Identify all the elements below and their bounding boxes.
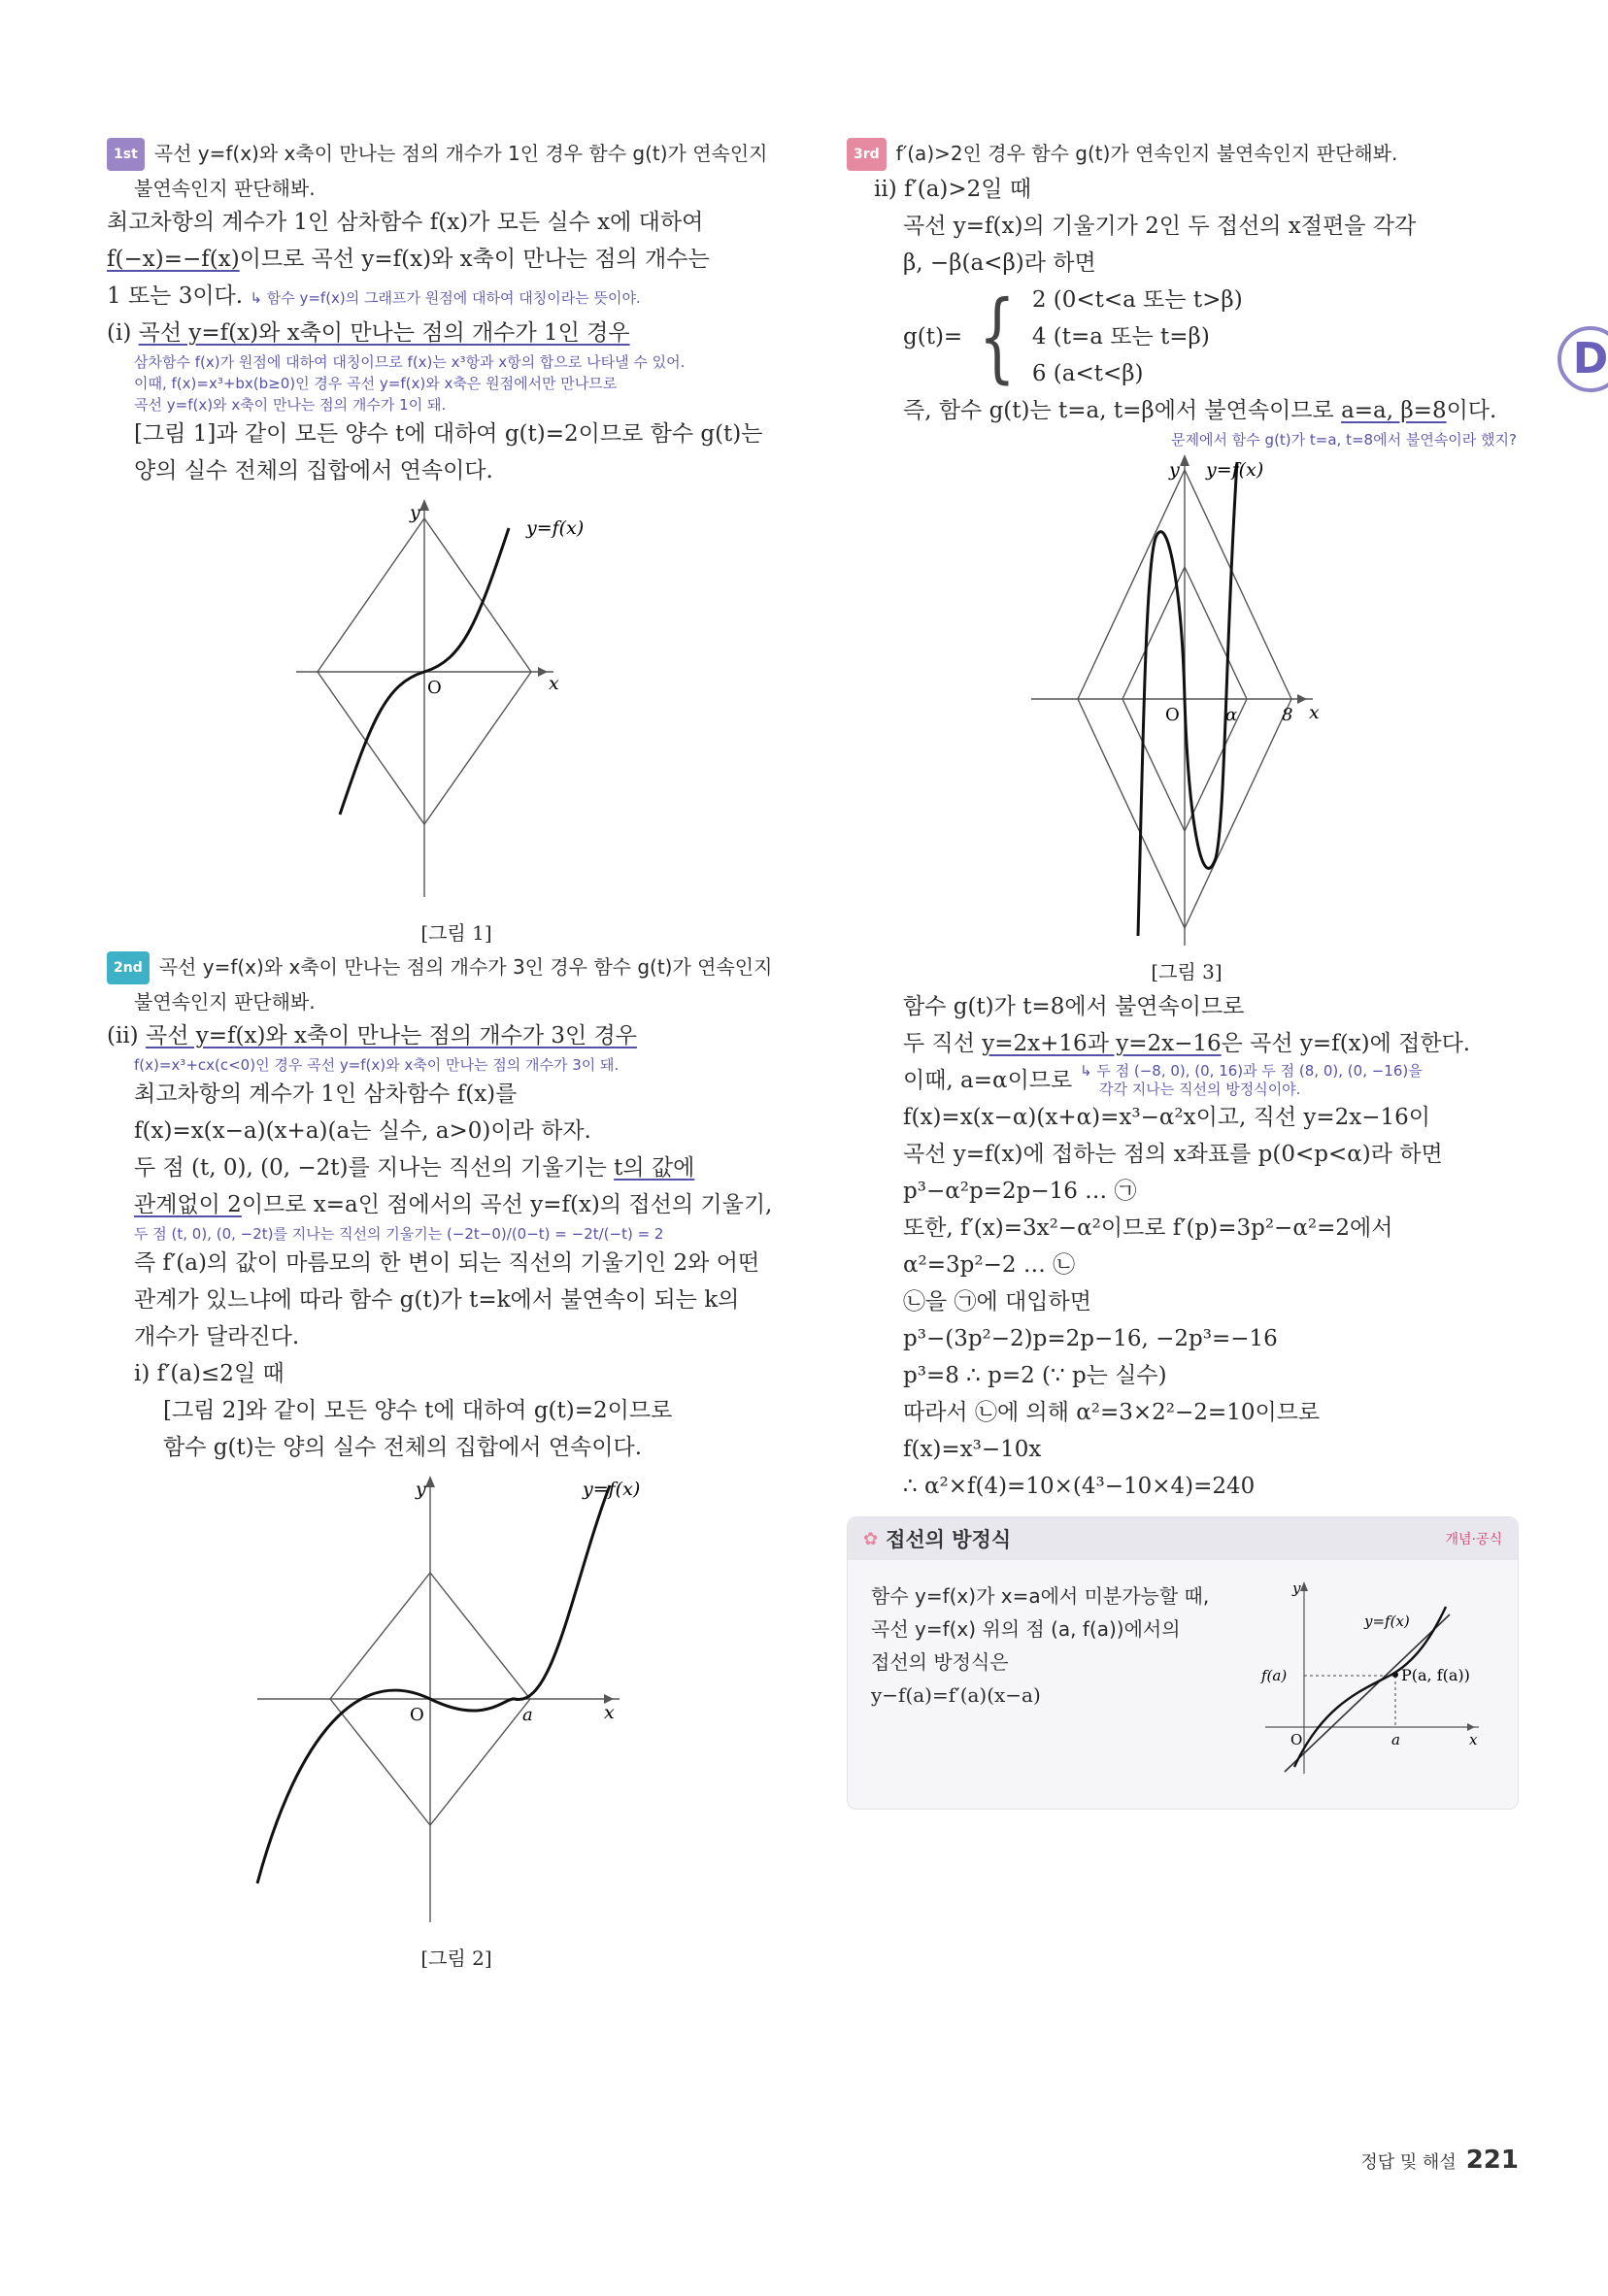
para-text: 이다. [1446,398,1497,423]
concept-line: 곡선 y=f(x) 위의 점 (a, f(a))에서의 [871,1617,1181,1641]
step1-line2: 불연속인지 판단해봐. [134,177,316,200]
para-line: 곡선 y=f(x)에 접하는 점의 x좌표를 p(0<p<α)라 하면 [903,1142,1443,1167]
fa-label: f(a) [1261,1667,1288,1684]
piecewise-cases [1032,282,1243,392]
subcase1-heading: i) f′(a)≤2일 때 [134,1361,285,1386]
note-line: 각각 지나는 직선의 방정식이야. [1099,1081,1301,1098]
figure-3 [847,450,1526,955]
figure-2 [107,1466,806,1942]
para-text: 두 직선 [903,1031,983,1056]
case2-heading [107,1017,806,1054]
note-line: ↳ 두 점 (−8, 0), (0, 16)과 두 점 (8, 0), (0, −16)을 [1080,1062,1423,1080]
y-label: y [410,502,420,523]
step1-heading [107,138,806,171]
tangent-note [1080,1062,1423,1099]
para-text: 1 또는 3이다. [107,283,244,309]
curve-label: y=f(x) [1364,1613,1410,1630]
step2-heading [107,951,806,984]
figure-1 [107,489,806,916]
piecewise-case: 6 (a<t<β) [1031,361,1144,386]
para-text: 두 점 (t, 0), (0, −2t)를 지나는 직선의 기울기는 [134,1155,615,1181]
case-number: (i) [107,320,139,346]
concept-box-header [848,1517,1518,1560]
para-line [847,1025,1526,1062]
x-label: x [604,1702,615,1723]
para-text: 이므로 곡선 y=f(x)와 x축이 만나는 점의 개수는 [239,247,710,272]
side-note: 문제에서 함수 g(t)가 t=a, t=8에서 불연속이라 했지? [1171,431,1517,449]
para-line: 최고차항의 계수가 1인 삼차함수 f(x)를 [134,1081,518,1107]
underlined-text: y=2x+16과 y=2x−16 [982,1031,1222,1056]
para-line: p³=8 ∴ p=2 (∵ p는 실수) [903,1363,1167,1388]
para-line: f(x)=x³−10x [903,1437,1042,1462]
step2-badge: 2nd [107,951,150,984]
odd-function-condition: f(−x)=−f(x) [107,247,240,272]
para-line [107,1149,806,1186]
footer-label: 정답 및 해설 [1360,2152,1457,2173]
eight-label: 8 [1282,705,1293,725]
curve-label: y=f(x) [1206,459,1264,481]
x-label: x [549,673,559,694]
tangent-line [1285,1614,1450,1772]
case-number: (ii) [107,1023,146,1048]
para-line: [그림 2]와 같이 모든 양수 t에 대하여 g(t)=2이므로 [163,1398,673,1423]
origin-label: O [1290,1731,1303,1748]
left-column [107,136,806,1975]
case2-title: 곡선 y=f(x)와 x축이 만나는 점의 개수가 3인 경우 [145,1023,637,1048]
curve-label: y=f(x) [583,1479,641,1500]
figure-2-caption: [그림 2] [420,1947,492,1970]
root-label: a [522,1705,533,1725]
side-note: ↳ 함수 y=f(x)의 그래프가 원점에 대하여 대칭이라는 뜻이야. [250,289,641,307]
para-line: 즉 f′(a)의 값이 마름모의 한 변이 되는 직선의 기울기인 2와 어떤 [134,1250,760,1276]
underlined-text: 관계없이 2 [134,1192,242,1217]
brace-symbol: { [978,280,1017,393]
para-line: 따라서 ㉡에 의해 α²=3×2²−2=10이므로 [903,1400,1321,1425]
step2-line1: 곡선 y=f(x)와 x축이 만나는 점의 개수가 3인 경우 함수 g(t)가 연속인지 [158,955,773,979]
para-line: 함수 g(t)가 t=8에서 불연속이므로 [903,994,1245,1019]
concept-line: 함수 y=f(x)가 x=a에서 미분가능할 때, [871,1584,1210,1608]
para-line [847,392,1526,429]
para-line: f(x)=x(x−α)(x+α)=x³−α²x이고, 직선 y=2x−16이 [903,1105,1431,1130]
piecewise-case: 2 (0<t<a 또는 t>β) [1031,287,1243,313]
para-line: ㉡을 ㉠에 대입하면 [903,1289,1091,1314]
case1-title: 곡선 y=f(x)와 x축이 만나는 점의 개수가 1인 경우 [138,320,630,346]
step3-heading [847,138,1526,171]
right-column [847,136,1526,1810]
equation-2: α²=3p²−2 … ㉡ [903,1252,1076,1278]
piecewise-function [847,282,1526,392]
step1-badge: 1st [107,138,145,171]
step1-line1: 곡선 y=f(x)와 x축이 만나는 점의 개수가 1인 경우 함수 g(t)가 연속인지 [153,142,768,165]
slope-note: 두 점 (t, 0), (0, −2t)를 지나는 직선의 기울기는 (−2t−0)/(0−t) = −2t/(−t) = 2 [134,1225,664,1243]
para-line: β, −β(a<β)라 하면 [903,250,1096,276]
para-line: 관계가 있느냐에 따라 함수 g(t)가 t=k에서 불연속이 되는 k의 [134,1287,740,1313]
para-line: 또한, f′(x)=3x²−α²이므로 f′(p)=3p²−α²=2에서 [903,1215,1393,1241]
point-label: P(a, f(a)) [1401,1666,1470,1684]
cubic-curve [257,1485,610,1883]
para-line: 개수가 달라진다. [134,1324,300,1349]
page-number: 221 [1465,2146,1519,2175]
concept-box-text [871,1580,1209,1712]
para-line: p³−(3p²−2)p=2p−16, −2p³=−16 [903,1326,1278,1351]
concept-box [847,1516,1519,1810]
underlined-text: t의 값에 [614,1155,695,1181]
step3-badge: 3rd [847,138,887,171]
para-line [107,241,806,278]
case1-note: 곡선 y=f(x)와 x축이 만나는 점의 개수가 1이 돼. [134,396,447,414]
equation-1: p³−α²p=2p−16 … ㉠ [903,1179,1137,1204]
tangent-formula: y−f(a)=f′(a)(x−a) [871,1683,1041,1707]
step3-line1: f′(a)>2인 경우 함수 g(t)가 연속인지 불연속인지 판단해봐. [895,142,1398,165]
figure-1-caption: [그림 1] [420,921,492,945]
alpha-label: α [1225,705,1238,725]
final-answer: ∴ α²×f(4)=10×(4³−10×4)=240 [903,1474,1256,1499]
x-label: x [1309,702,1320,723]
underlined-text: a=a, β=8 [1341,398,1447,423]
para-text: 즉, 함수 g(t)는 t=a, t=β에서 불연속이므로 [903,398,1342,423]
x-label: x [1469,1731,1478,1748]
origin-label: O [427,678,442,698]
subcase2-heading: ii) f′(a)>2일 때 [874,177,1032,202]
curve-label: y=f(x) [526,517,585,539]
y-label: y [1169,459,1180,481]
para-line: f(x)=x(x−a)(x+a)(a는 실수, a>0)이라 하자. [134,1118,591,1144]
flower-icon: ✿ [863,1528,879,1549]
tangent-figure [1256,1568,1489,1781]
concept-box-title: 접선의 방정식 [886,1528,1012,1551]
para-line: 양의 실수 전체의 집합에서 연속이다. [134,458,493,483]
origin-label: O [1165,705,1180,725]
point-p [1392,1672,1398,1678]
para-line: [그림 1]과 같이 모든 양수 t에 대하여 g(t)=2이므로 함수 g(t)는 [134,421,763,447]
step2-line2: 불연속인지 판단해봐. [134,990,316,1014]
para-line [847,1062,1526,1099]
para-text: 은 곡선 y=f(x)에 접한다. [1221,1031,1471,1056]
piecewise-lhs: g(t)= [903,324,963,349]
footer [1360,2146,1519,2175]
piecewise-case: 4 (t=a 또는 t=β) [1031,324,1210,349]
chapter-tab: D [1558,326,1608,392]
para-text: 이므로 x=a인 점에서의 곡선 y=f(x)의 접선의 기울기, [241,1192,773,1217]
case2-note: f(x)=x³+cx(c<0)인 경우 곡선 y=f(x)와 x축이 만나는 점의 개수가 3이 돼. [134,1056,620,1074]
case1-heading [107,315,806,351]
para-text: 이때, a=α이므로 [903,1068,1073,1093]
curve [1294,1607,1446,1767]
figure-3-caption: [그림 3] [1151,960,1223,983]
para-line: 함수 g(t)는 양의 실수 전체의 집합에서 연속이다. [163,1435,643,1460]
para-line [107,278,806,315]
para-line: 최고차항의 계수가 1인 삼차함수 f(x)가 모든 실수 x에 대하여 [107,210,704,235]
concept-line: 접선의 방정식은 [871,1650,1009,1674]
a-label: a [1391,1731,1400,1748]
para-line: 곡선 y=f(x)의 기울기가 2인 두 접선의 x절편을 각각 [903,214,1417,239]
para-line [107,1186,806,1223]
y-label: y [1292,1580,1301,1597]
origin-label: O [410,1705,424,1725]
concept-box-tag: 개념·공식 [1445,1532,1502,1547]
y-label: y [416,1479,426,1500]
case1-note: 이때, f(x)=x³+bx(b≥0)인 경우 곡선 y=f(x)와 x축은 원점에서만 만나므로 [134,375,618,392]
case1-note: 삼차함수 f(x)가 원점에 대하여 대칭이므로 f(x)는 x³항과 x항의 합으로 나타낼 수 있어. [134,353,686,371]
